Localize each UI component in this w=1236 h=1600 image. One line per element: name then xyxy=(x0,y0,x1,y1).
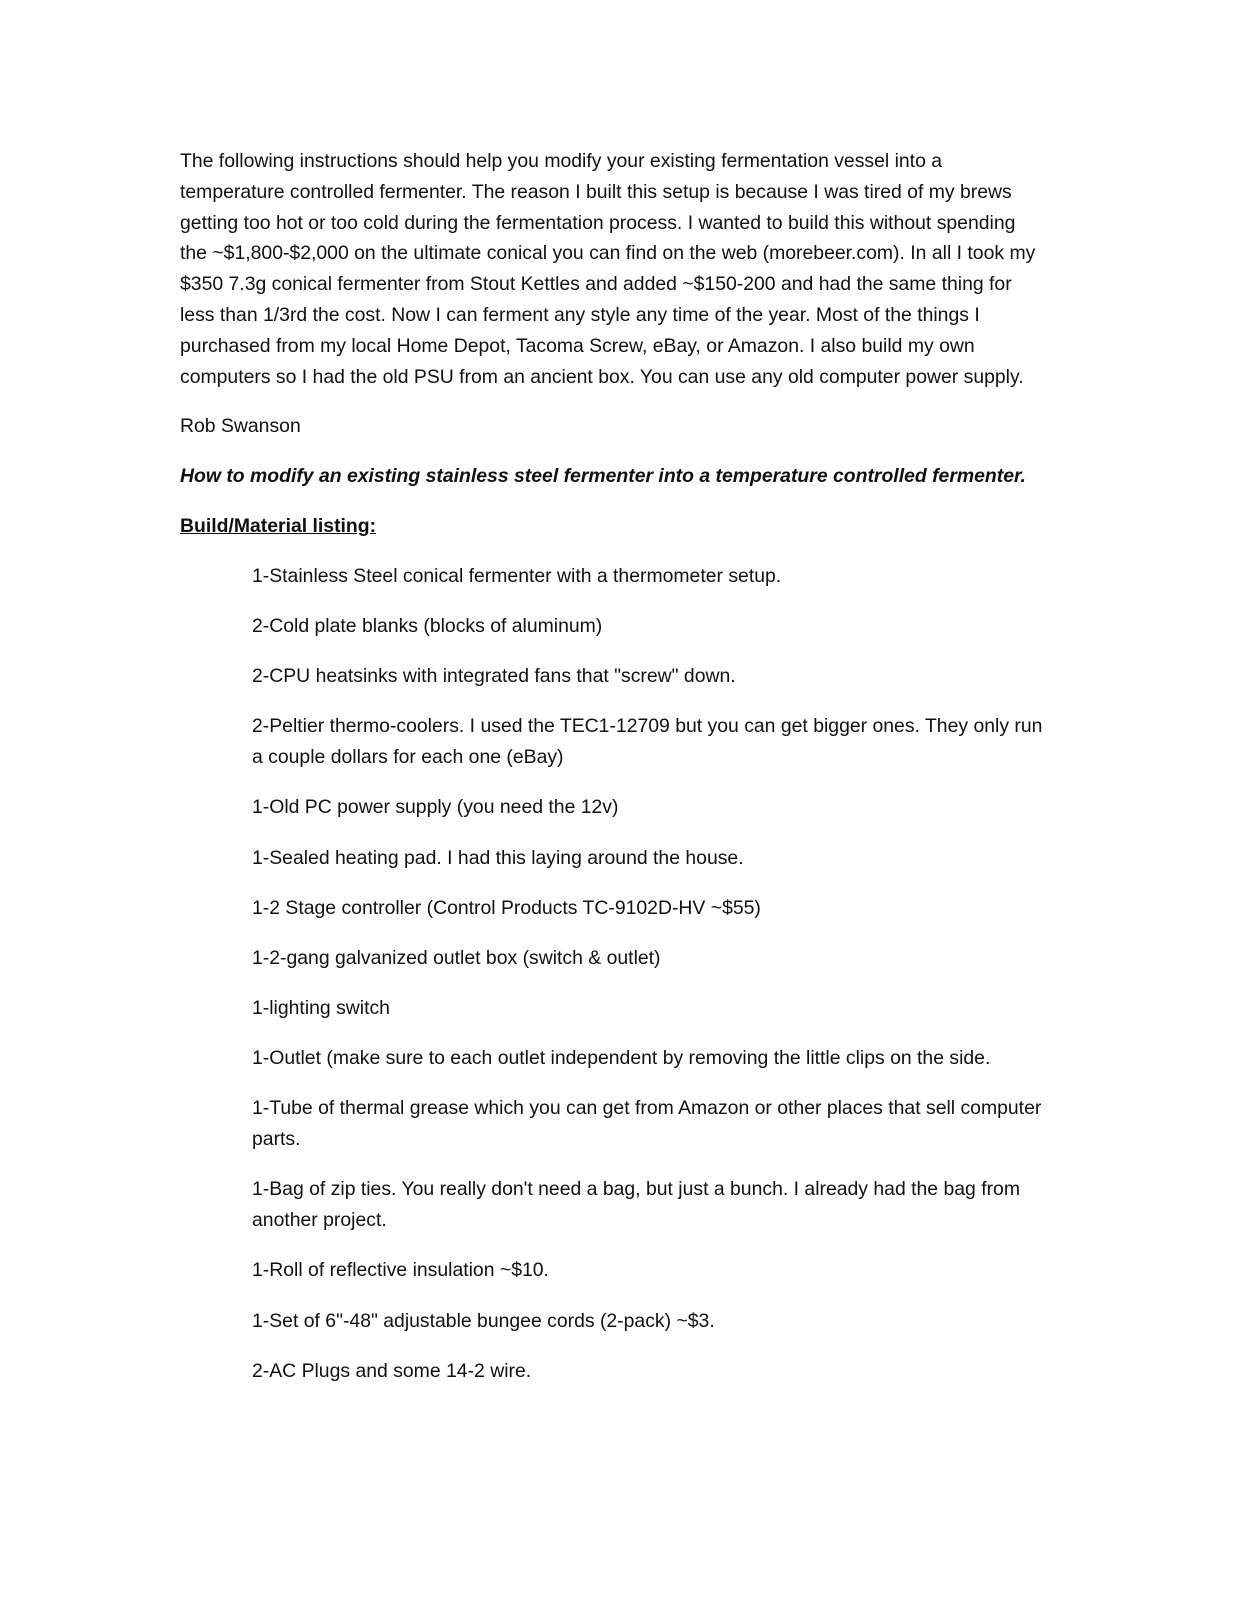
list-item: 1-Set of 6"-48" adjustable bungee cords (2-pack) ~$3. xyxy=(252,1309,715,1332)
list-item: 2-AC Plugs and some 14-2 wire. xyxy=(252,1359,532,1382)
list-item: 2-Cold plate blanks (blocks of aluminum) xyxy=(252,614,603,637)
list-item: 2-Peltier thermo-coolers. I used the TEC1-12709 but you can get bigger ones. They only run a couple dollars for each one (eBay) xyxy=(252,715,1043,769)
list-item: 1-lighting switch xyxy=(252,997,390,1020)
list-item: 1-Tube of thermal grease which you can get from Amazon or other places that sell computer parts. xyxy=(252,1097,1042,1151)
author-name: Rob Swanson xyxy=(180,415,301,438)
materials-heading: Build/Material listing: xyxy=(180,514,377,537)
document-body xyxy=(180,146,1060,1406)
list-item: 1-Bag of zip ties. You really don't need a bag, but just a bunch. I already had the bag from another project. xyxy=(252,1178,1020,1232)
intro-paragraph: The following instructions should help you modify your existing fermentation vessel into a temperature controlled fermenter. The reason I built this setup is because I was tired of my brews getting too hot or too cold during the fermentation process. I wanted to build this without spending the ~$1,800-$2,000 on the ultimate conical you can find on the web (morebeer.com). In all I took my $350 7.3g conical fermenter from Stout Kettles and added ~$150-200 and had the same thing for less than 1/3rd the cost. Now I can ferment any style any time of the year. Most of the things I purchased from my local Home Depot, Tacoma Screw, eBay, or Amazon. I also build my own computers so I had the old PSU from an ancient box. You can use any old computer power supply. xyxy=(180,150,1036,388)
list-item: 1-Roll of reflective insulation ~$10. xyxy=(252,1259,549,1282)
list-item: 2-CPU heatsinks with integrated fans that "screw" down. xyxy=(252,665,736,688)
document-subtitle: How to modify an existing stainless steel fermenter into a temperature controlled fermenter. xyxy=(180,465,1026,488)
list-item: 1-2 Stage controller (Control Products TC-9102D-HV ~$55) xyxy=(252,896,761,919)
list-item: 1-Sealed heating pad. I had this laying around the house. xyxy=(252,846,744,869)
list-item: 1-Outlet (make sure to each outlet independent by removing the little clips on the side. xyxy=(252,1047,991,1070)
materials-list xyxy=(252,561,1047,1387)
list-item: 1-Stainless Steel conical fermenter with a thermometer setup. xyxy=(252,564,782,587)
list-item: 1-2-gang galvanized outlet box (switch & outlet) xyxy=(252,946,661,969)
list-item: 1-Old PC power supply (you need the 12v) xyxy=(252,796,619,819)
